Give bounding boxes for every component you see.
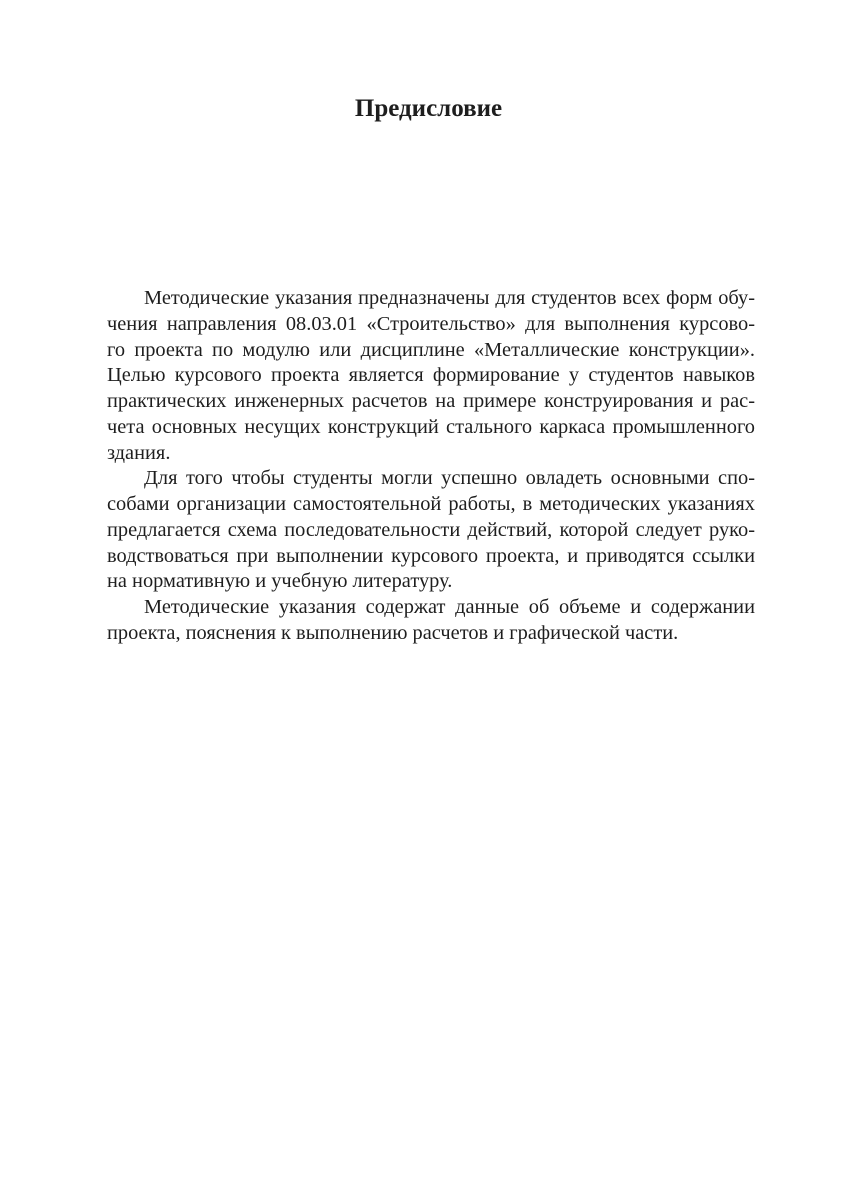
text-line: практических инженерных расчетов на примере конструирования и рас- xyxy=(107,390,755,412)
text-line: водствоваться при выполнении курсового проекта, и приводятся ссылки xyxy=(107,544,755,567)
preface-body xyxy=(107,286,755,647)
text-line: собами организации самостоятельной работы, в методических указаниях xyxy=(107,493,755,515)
text-line: предлагается схема последовательности действий, которой следует руко- xyxy=(107,518,755,541)
text-line: Методические указания предназначены для студентов всех форм обу- xyxy=(144,287,755,309)
text-line: проекта, пояснения к выполнению расчетов и графической части. xyxy=(107,621,679,644)
text-line: здания. xyxy=(107,441,171,464)
text-line: Целью курсового проекта является формирование у студентов навыков xyxy=(107,364,755,387)
text-line: чета основных несущих конструкций стального каркаса промышленного xyxy=(107,415,755,438)
page-title: Предисловие xyxy=(354,95,503,122)
text-line: го проекта по модулю или дисциплине «Металлические конструкции». xyxy=(107,338,755,361)
paragraph-2 xyxy=(107,466,755,595)
text-line: Методические указания содержат данные об объеме и содержании xyxy=(144,596,755,618)
text-line: чения направления 08.03.01 «Строительство» для выполнения курсово- xyxy=(107,312,755,335)
text-line: на нормативную и учебную литературу. xyxy=(107,570,453,593)
text-line: Для того чтобы студенты могли успешно овладеть основными спо- xyxy=(144,467,755,490)
paragraph-3 xyxy=(107,595,755,647)
paragraph-1 xyxy=(107,286,755,466)
